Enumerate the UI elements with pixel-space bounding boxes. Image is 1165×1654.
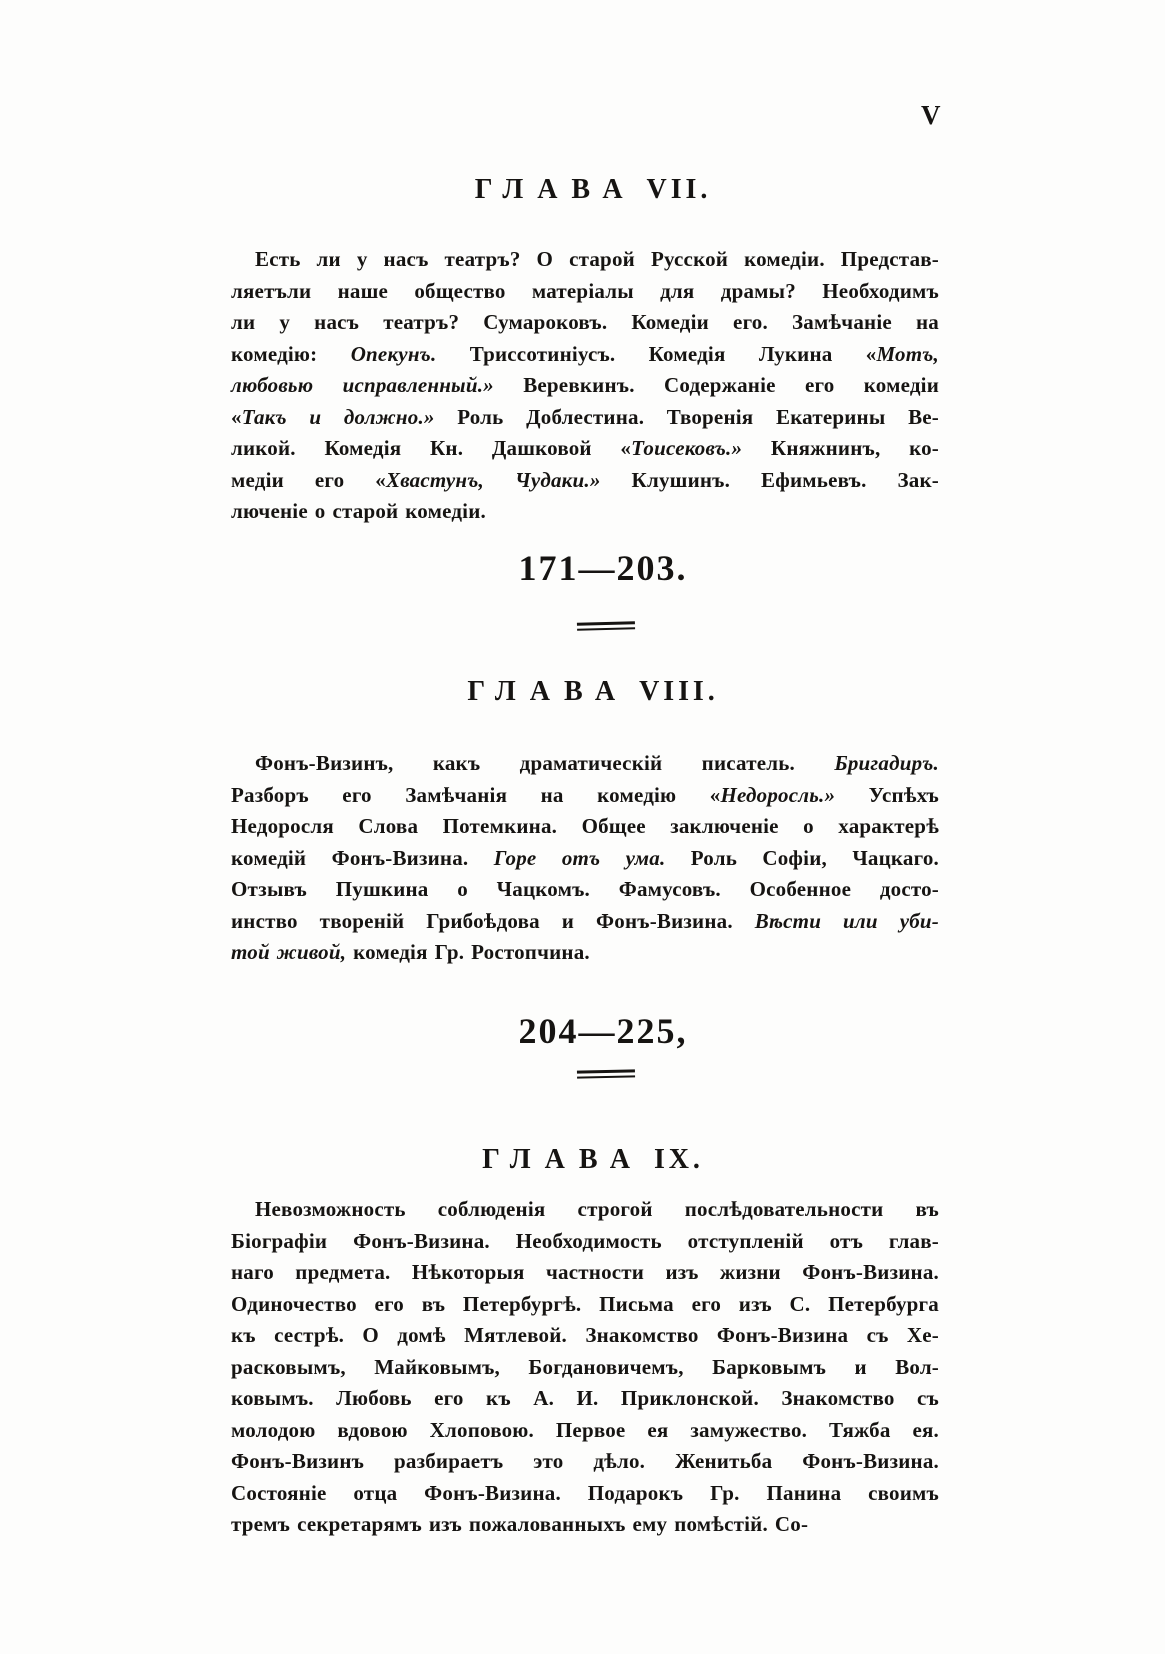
chapter-heading-numeral: VII. bbox=[646, 174, 712, 205]
summary-line: молодою вдовою Хлоповою. Первое ея замужество. Тяжба ея. bbox=[231, 1417, 939, 1442]
summary-line: расковымъ, Майковымъ, Богдановичемъ, Барковымъ и Вол- bbox=[231, 1354, 939, 1379]
summary-line: Есть ли у насъ театръ? О старой Русской комедіи. Представ- bbox=[255, 247, 939, 271]
summary-line: Отзывъ Пушкина о Чацкомъ. Фамусовъ. Особенное досто- bbox=[231, 877, 939, 901]
summary-line: комедій Фонъ-Визина. Горе отъ ума. Роль Софіи, Чацкаго. bbox=[231, 845, 939, 870]
summary-line: комедію: Опекунъ. Триссотиніусъ. Комедія Лукина «Мотъ, bbox=[231, 341, 939, 366]
summary-line: «Такъ и должно.» Роль Доблестина. Творенія Екатерины Ве- bbox=[231, 404, 939, 429]
summary-line: ли у насъ театръ? Сумароковъ. Комедіи его. Замѣчаніе на bbox=[231, 310, 939, 334]
summary-line: Разборъ его Замѣчанія на комедію «Недоросль.» Успѣхъ bbox=[231, 782, 939, 807]
summary-line: наго предмета. Нѣкоторыя частности изъ жизни Фонъ-Визина. bbox=[231, 1260, 939, 1284]
chapter-viii-summary bbox=[231, 748, 939, 969]
chapter-heading-label: ГЛАВА bbox=[482, 1144, 644, 1175]
summary-line: люченіе о старой комедіи. bbox=[231, 499, 486, 523]
summary-line: любовью исправленный.» Веревкинъ. Содержаніе его комедіи bbox=[231, 373, 939, 397]
chapter-heading-label: ГЛАВА bbox=[474, 174, 637, 205]
chapter-viii-heading bbox=[239, 676, 947, 708]
summary-line: Недоросля Слова Потемкина. Общее заключеніе о характерѣ bbox=[231, 814, 939, 838]
chapter-ix-heading bbox=[239, 1144, 947, 1176]
chapter-heading-numeral: VIII. bbox=[639, 676, 719, 707]
summary-line: Состояніе отца Фонъ-Визина. Подарокъ Гр. Панина своимъ bbox=[231, 1480, 939, 1505]
summary-line: Невозможность соблюденія строгой послѣдовательности въ bbox=[255, 1197, 939, 1221]
summary-line: инство твореній Грибоѣдова и Фонъ-Визина. Вѣсти или уби- bbox=[231, 908, 939, 933]
summary-line: тремъ секретарямъ изъ пожалованныхъ ему помѣстій. Со- bbox=[231, 1512, 809, 1536]
summary-line: ляетъли наше общество матеріалы для драмы? Необходимъ bbox=[231, 278, 939, 303]
summary-line: ковымъ. Любовь его къ А. И. Приклонской. Знакомство съ bbox=[231, 1386, 939, 1410]
summary-line: Фонъ-Визинъ разбираетъ это дѣло. Женитьба Фонъ-Визина. bbox=[231, 1449, 939, 1473]
chapter-vii-summary bbox=[231, 244, 939, 528]
section-divider bbox=[577, 1069, 635, 1078]
chapter-heading-label: ГЛАВА bbox=[467, 676, 630, 707]
summary-line: Одиночество его въ Петербургѣ. Письма его изъ С. Петербурга bbox=[231, 1291, 939, 1316]
summary-line: къ сестрѣ. О домѣ Мятлевой. Знакомство Фонъ-Визина съ Хе- bbox=[231, 1323, 939, 1347]
summary-line: Фонъ-Визинъ, какъ драматическій писатель. Бригадиръ. bbox=[255, 751, 939, 775]
summary-line: медіи его «Хвастунъ, Чудаки.» Клушинъ. Ефимьевъ. Зак- bbox=[231, 467, 939, 492]
chapter-heading-numeral: IX. bbox=[653, 1144, 704, 1175]
summary-line: Біографіи Фонъ-Визина. Необходимость отступленій отъ глав- bbox=[231, 1228, 939, 1253]
chapter-vii-page-range: 171—203. bbox=[518, 548, 688, 588]
section-divider bbox=[577, 621, 635, 631]
page-number: V bbox=[921, 100, 942, 130]
summary-line: ликой. Комедія Кн. Дашковой «Тоисековъ.» Княжнинъ, ко- bbox=[231, 436, 940, 460]
summary-line: той живой, комедія Гр. Ростопчина. bbox=[231, 940, 590, 964]
chapter-vii-heading bbox=[239, 174, 947, 206]
chapter-viii-page-range: 204—225, bbox=[518, 1011, 688, 1051]
chapter-ix-summary bbox=[231, 1194, 939, 1541]
